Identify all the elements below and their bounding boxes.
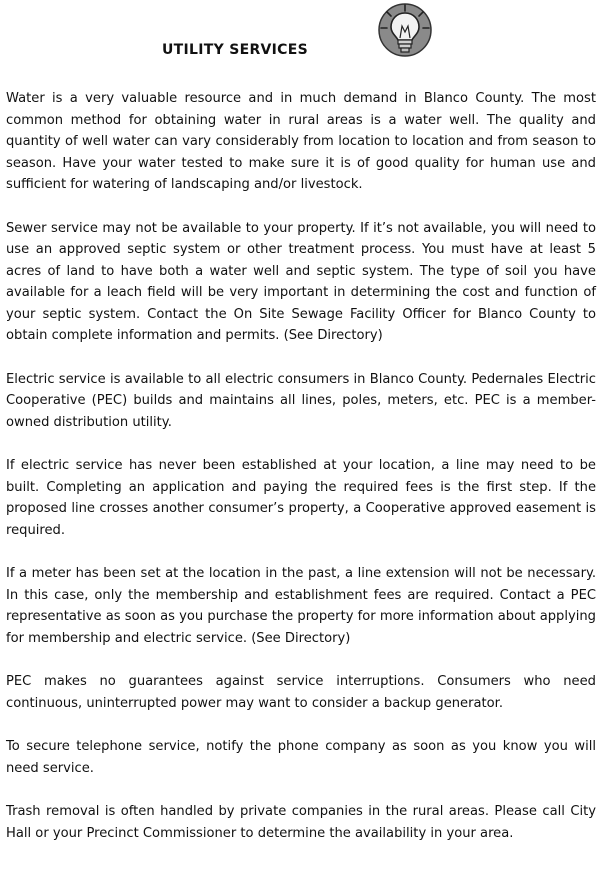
paragraph-water: Water is a very valuable resource and in much demand in Blanco County. The most common method for obtaining water in rural areas is a water well. The quality and quantity of well water can vary considerably from location to location and from season to season. Have your water tested to make sure it is of good quality for human use and sufficient for watering of landscaping and/or livestock.	[6, 91, 596, 192]
paragraph-telephone: To secure telephone service, notify the phone company as soon as you know you will need service.	[6, 739, 596, 776]
paragraph-interruptions: PEC makes no guarantees against service interruptions. Consumers who need continuous, uninterrupted power may want to consider a backup generator.	[6, 674, 596, 711]
body-text	[6, 88, 596, 866]
lightbulb-icon	[377, 2, 433, 58]
paragraph-new-line: If electric service has never been established at your location, a line may need to be built. Completing an application and paying the required fees is the first step. If the proposed line crosses another consumer’s property, a Cooperative approved easement is required.	[6, 458, 596, 538]
paragraph-meter: If a meter has been set at the location in the past, a line extension will not be necessary. In this case, only the membership and establishment fees are required. Contact a PEC representative as soon as you purchase the property for more information about applying for membership and electric service. (See Directory)	[6, 566, 596, 646]
paragraph-electric-availability: Electric service is available to all electric consumers in Blanco County. Pedernales Electric Cooperative (PEC) builds and maintains all lines, poles, meters, etc. PEC is a member-owned distribution utility.	[6, 371, 596, 430]
paragraph-sewer: Sewer service may not be available to your property. If it’s not available, you will need to use an approved septic system or other treatment process. You must have at least 5 acres of land to have both a water well and septic system. The type of soil you have available for a leach field will be very important in determining the cost and function of your septic system. Contact the On Site Sewage Facility Officer for Blanco County to obtain complete information and permits. (See Directory)	[6, 220, 596, 343]
page-title: UTILITY SERVICES	[161, 42, 308, 58]
paragraph-trash: Trash removal is often handled by private companies in the rural areas. Please call City Hall or your Precinct Commissioner to determine the availability in your area.	[6, 804, 596, 841]
